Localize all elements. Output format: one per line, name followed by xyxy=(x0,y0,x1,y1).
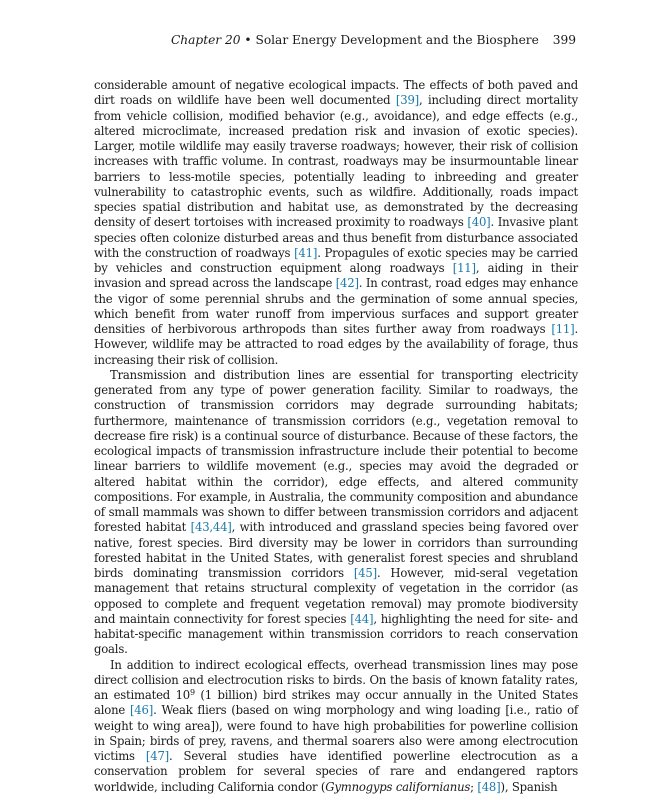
citation-link[interactable]: [41] xyxy=(294,245,318,260)
chapter-title: Solar Energy Development and the Biosphere xyxy=(255,33,539,47)
citation-link[interactable]: [11] xyxy=(452,261,476,275)
text-run: considerable amount of negative ecological impacts. The effects of both paved and dirt roads on wildlife have been well documented xyxy=(94,78,578,108)
text-run: Transmission and distribution lines are essential for transporting electricity generated from any type of power generation facility. Similar to roadways, the construction of transmission corridors may degrade surrounding habitats; furthermore, maintenance of transmission corridors (e.g., vegetation removal to decrease fire risk) is a continual source of disturbance. Because of these factors, the ecological impacts of transmission infrastructure include their potential to become linear barriers to wildlife movement (e.g., species may avoid the degraded or altered habitat within the corridor), edge effects, and altered community compositions. For example, in Australia, the community composition and abundance of small mammals was shown to differ between transmission corridors and adjacent forested habitat xyxy=(94,367,578,535)
species-name: Gymnogyps californianus xyxy=(325,779,471,794)
text-run: . Invasive plant species often colonize disturbed areas and thus benefit from disturbance associated with the construction of roadways xyxy=(94,215,578,260)
text-run: . Propagules of exotic species may be carried by vehicles and construction equipment along roadways xyxy=(94,245,578,275)
text-run: , including direct mortality from vehicle collision, modified behavior (e.g., avoidance), and edge effects (e.g., altered microclimate, increased predation risk and invasion of exotic species). Larger, motile wildlife may easily traverse roadways; however, their risk of collision increases with traffic volume. In contrast, roadways may be insurmountable linear barriers to less-motile species, potentially leading to inbreeding and greater vulnerability to catastrophic events, such as wildfire. Additionally, roads impact species spatial distribution and habitat use, as demonstrated by the decreasing density of desert tortoises with increased proximity to roadways xyxy=(94,93,578,230)
page-number: 399 xyxy=(552,33,576,47)
header-bullet: • xyxy=(244,33,252,47)
paragraph-collision xyxy=(94,658,578,795)
text-run: , highlighting the need for site- and habitat-specific management within transmission corridors to reach conservation goals. xyxy=(94,611,579,657)
paragraph-roads xyxy=(94,78,578,368)
citation-link[interactable]: [47] xyxy=(145,749,169,763)
text-run: , aiding in their invasion and spread across the landscape xyxy=(94,261,579,291)
running-header xyxy=(94,32,576,48)
text-run: . However, mid-seral vegetation management that retains structural complexity of vegetation in the corridor (as opposed to complete and frequent vegetation removal) may promote biodiversity and maintain connectivity for forest species xyxy=(94,566,578,626)
text-run: . In contrast, road edges may enhance the vigor of some perennial shrubs and the germination of some annual species, which benefit from water runoff from impervious surfaces and support greater densities of herbivorous arthropods than sites further away from roadways xyxy=(94,276,579,336)
text-run: . Weak fliers (based on wing morphology and wing loading [i.e., ratio of weight to wing area]), were found to have high probabilities for powerline collision in Spain; birds of prey, ravens, and thermal soarers also were among electrocution victims xyxy=(94,703,578,763)
citation-link[interactable]: [48] xyxy=(477,779,501,794)
text-run: ), Spanish xyxy=(500,779,558,794)
text-run: ; xyxy=(470,779,478,794)
text-run: In addition to indirect ecological effects, overhead transmission lines may pose direct collision and electrocution risks to birds. On the basis of known fatality rates, an estimated 10 xyxy=(94,657,578,702)
paragraph-transmission xyxy=(94,368,578,658)
body-text xyxy=(94,78,578,795)
exponent: 9 xyxy=(190,688,195,697)
citation-link[interactable]: [43,44] xyxy=(190,520,232,535)
text-run: . However, wildlife may be attracted to road edges by the availability of forage, thus increasing their risk of collision. xyxy=(94,322,578,367)
citation-link[interactable]: [40] xyxy=(467,215,491,230)
text-run: , with introduced and grassland species being favored over native, forest species. Bird diversity may be lower in corridors than surrounding forested habitat in the United States, with generalist forest species and shrubland birds dominating transmission corridors xyxy=(94,520,578,580)
citation-link[interactable]: [46] xyxy=(129,703,154,718)
citation-link[interactable]: [44] xyxy=(350,611,374,626)
chapter-label: Chapter 20 xyxy=(170,33,241,47)
citation-link[interactable]: [11] xyxy=(551,322,575,336)
text-run: . Several studies have identified powerline electrocution as a conservation problem for several species of rare and endangered raptors worldwide, including California condor ( xyxy=(94,749,578,794)
text-run: (1 billion) bird strikes may occur annually in the United States alone xyxy=(94,688,578,718)
citation-link[interactable]: [45] xyxy=(353,566,377,580)
citation-link[interactable]: [39] xyxy=(395,93,419,108)
citation-link[interactable]: [42] xyxy=(335,276,359,291)
